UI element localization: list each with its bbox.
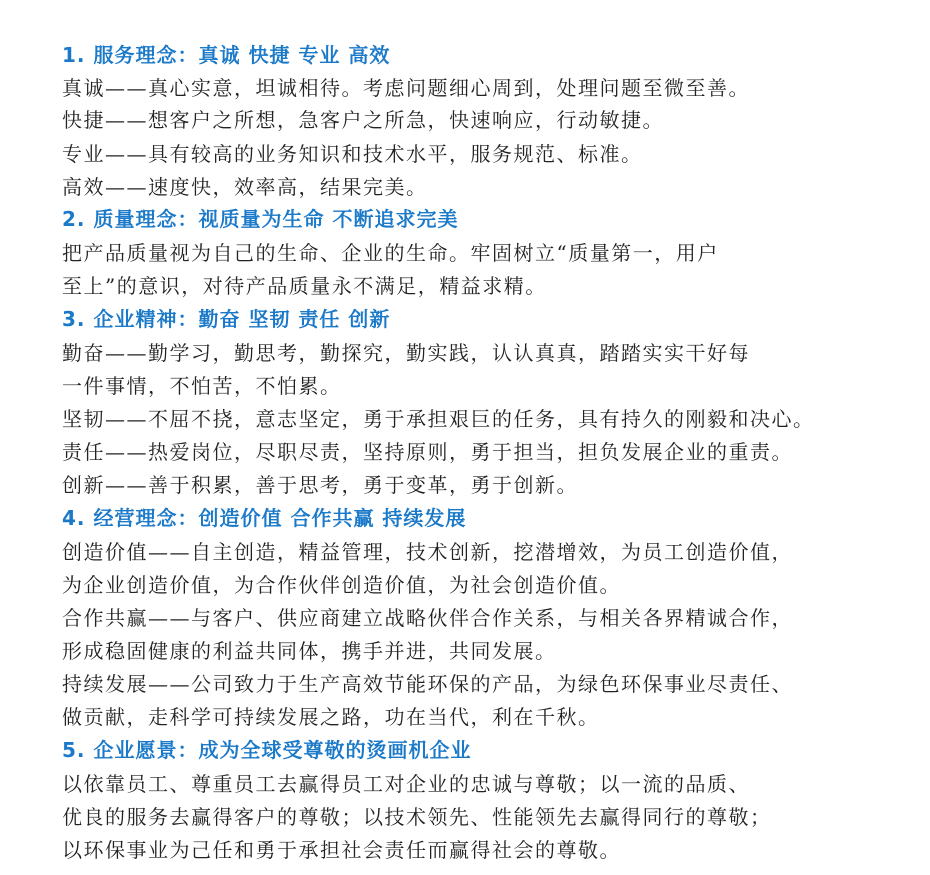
section-2-line-2: 至上”的意识，对待产品质量永不满足，精益求精。 [62,274,547,298]
section-1-line-4: 高效——速度快，效率高，结果完美。 [62,175,428,199]
section-1-line-3: 专业——具有较高的业务知识和技术水平，服务规范、标准。 [62,142,643,166]
section-4-heading: 4. 经营理念：创造价值 合作共赢 持续发展 [62,506,467,530]
section-4-line-6: 做贡献，走科学可持续发展之路，功在当代，利在千秋。 [62,705,600,729]
section-5-line-3: 以环保事业为己任和勇于承担社会责任而赢得社会的尊敬。 [62,838,621,862]
section-3-heading: 3. 企业精神：勤奋 坚韧 责任 创新 [62,307,391,331]
section-2-heading: 2. 质量理念：视质量为生命 不断追求完美 [62,207,459,231]
section-3-line-3: 坚韧——不屈不挠，意志坚定，勇于承担艰巨的任务，具有持久的刚毅和决心。 [62,407,815,431]
section-1-line-1: 真诚——真心实意，坦诚相待。考虑问题细心周到，处理问题至微至善。 [62,76,750,100]
section-1-heading: 1. 服务理念：真诚 快捷 专业 高效 [62,43,391,67]
section-2-line-1: 把产品质量视为自己的生命、企业的生命。牢固树立“质量第一，用户 [62,241,719,265]
section-4-line-1: 创造价值——自主创造，精益管理，技术创新，挖潜增效，为员工创造价值， [62,540,793,564]
section-3-line-2: 一件事情，不怕苦，不怕累。 [62,374,342,398]
section-5-line-1: 以依靠员工、尊重员工去赢得员工对企业的忠诚与尊敬；以一流的品质、 [62,772,750,796]
section-3-line-1: 勤奋——勤学习，勤思考，勤探究，勤实践，认认真真，踏踏实实干好每 [62,341,750,365]
section-4-line-5: 持续发展——公司致力于生产高效节能环保的产品，为绿色环保事业尽责任、 [62,672,793,696]
section-4-line-3: 合作共赢——与客户、供应商建立战略伙伴合作关系，与相关各界精诚合作， [62,606,793,630]
section-5-line-2: 优良的服务去赢得客户的尊敬；以技术领先、性能领先去赢得同行的尊敬； [62,805,772,829]
section-5-heading: 5. 企业愿景：成为全球受尊敬的烫画机企业 [62,738,472,762]
section-4-line-2: 为企业创造价值，为合作伙伴创造价值，为社会创造价值。 [62,573,621,597]
section-4-line-4: 形成稳固健康的利益共同体，携手并进，共同发展。 [62,639,557,663]
section-3-line-4: 责任——热爱岗位，尽职尽责，坚持原则，勇于担当，担负发展企业的重责。 [62,440,793,464]
section-3-line-5: 创新——善于积累，善于思考，勇于变革，勇于创新。 [62,473,578,497]
section-1-line-2: 快捷——想客户之所想，急客户之所急，快速响应，行动敏捷。 [62,108,664,132]
